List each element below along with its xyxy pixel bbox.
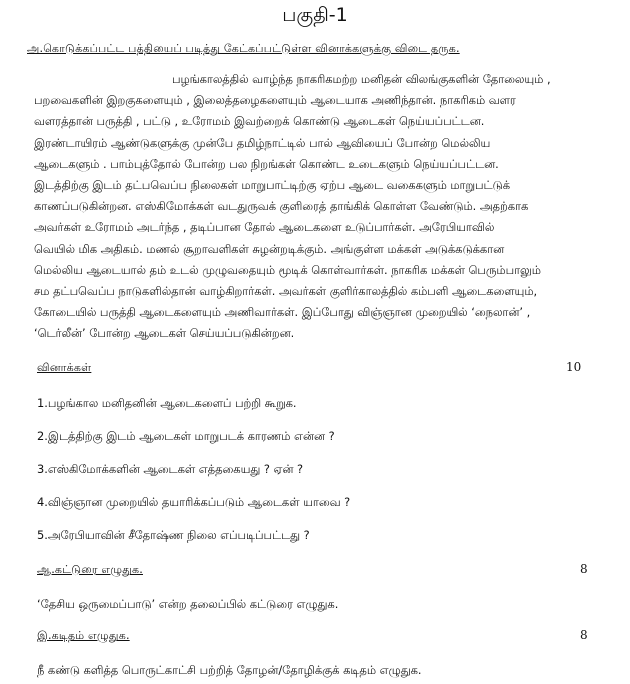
passage-line: இரண்டாயிரம் ஆண்டுகளுக்கு முன்பே தமிழ்நாட்டில் பால் ஆவியைப் போன்ற மெல்லிய [34,135,491,150]
page-title: பகுதி-1 [282,4,348,26]
passage-line: மெல்லிய ஆடையால் தம் உடல் முழுவதையும் மூடிக் கொள்வார்கள். நாகரிக மக்கள் பெரும்பாலும் [34,262,541,277]
passage-line: பறவைகளின் இறகுகளையும் , இலைத்தழைகளையும் ஆடையாக அணிந்தான். நாகரிகம் வளர [34,93,516,108]
passage-line: பழங்காலத்தில் வாழ்ந்த நாகரிகமற்ற மனிதன் விலங்குகளின் தோலையும் , [172,72,551,86]
passage-line: சம தட்பவெப்ப நாடுகளில்தான் வாழ்கிறார்கள். அவர்கள் குளிர்காலத்தில் கம்பளி ஆடைகளையும், [34,283,538,298]
section-b-marks: 8 [580,562,588,576]
section-b-instruction: ‘தேசிய ஒருமைப்பாடு’ என்ற தலைப்பில் கட்டுரை எழுதுக. [37,597,339,611]
question-item: 2.இடத்திற்கு இடம் ஆடைகள் மாறுபடக் காரணம் என்ன ? [37,429,335,443]
questions-heading: வினாக்கள் [37,361,92,374]
passage-line: வளரத்தான் பருத்தி , பட்டு , உரோமம் இவற்றைக் கொண்டு ஆடைகள் நெய்யப்பட்டன. [34,114,485,129]
section-c-instruction: நீ கண்டு களித்த பொருட்காட்சி பற்றித் தோழன்/தோழிக்குக் கடிதம் எழுதுக. [37,663,422,677]
passage-line: வெயில் மிக அதிகம். மணல் சூறாவளிகள் சுழன்றடிக்கும். அங்குள்ள மக்கள் அடுக்கடுக்கான [34,241,505,256]
passage-line: ஆடைகளும் . பாம்புத்தோல் போன்ற பல நிறங்கள் கொண்ட உடைகளும் நெய்யப்பட்டன. [34,156,499,171]
passage [34,69,602,344]
question-item: 4.விஞ்ஞான முறையில் தயாரிக்கப்படும் ஆடைகள் யாவை ? [37,495,351,509]
questions-marks: 10 [566,360,582,374]
question-item: 3.எஸ்கிமோக்களின் ஆடைகள் எத்தகையது ? ஏன் ? [37,462,304,476]
question-item: 5.அரேபியாவின் சீதோஷ்ண நிலை எப்படிப்பட்டது ? [37,528,310,542]
section-b-heading: ஆ.கட்டுரை எழுதுக. [37,563,143,576]
section-c-marks: 8 [580,628,588,642]
passage-line: அவர்கள் உரோமம் அடர்ந்த , தடிப்பான தோல் ஆடைகளை உடுப்பார்கள். அரேபியாவில் [34,220,495,235]
passage-line: இடத்திற்கு இடம் தட்பவெப்ப நிலைகள் மாறுபாட்டிற்கு ஏற்ப ஆடை வகைகளும் மாறுபட்டுக் [34,177,510,192]
question-item: 1.பழங்கால மனிதனின் ஆடைகளைப் பற்றி கூறுக. [37,396,297,410]
passage-line: காணப்படுகின்றன. எஸ்கிமோக்கள் வடதுருவக் குளிரைத் தாங்கிக் கொள்ள வேண்டும். அதற்காக [34,199,529,214]
passage-line: கோடையில் பருத்தி ஆடைகளையும் அணிவார்கள். இப்போது விஞ்ஞான முறையில் ‘நைலான்’ , [34,305,531,320]
section-c-heading: இ.கடிதம் எழுதுக. [37,629,130,642]
section-a-heading: அ.கொடுக்கப்பட்ட பத்தியைப் படித்து கேட்கப்பட்டுள்ள வினாக்களுக்கு விடை தருக. [27,42,460,55]
passage-line: ‘டெர்லீன்’ போன்ற ஆடைகள் செய்யப்படுகின்றன. [34,326,295,341]
